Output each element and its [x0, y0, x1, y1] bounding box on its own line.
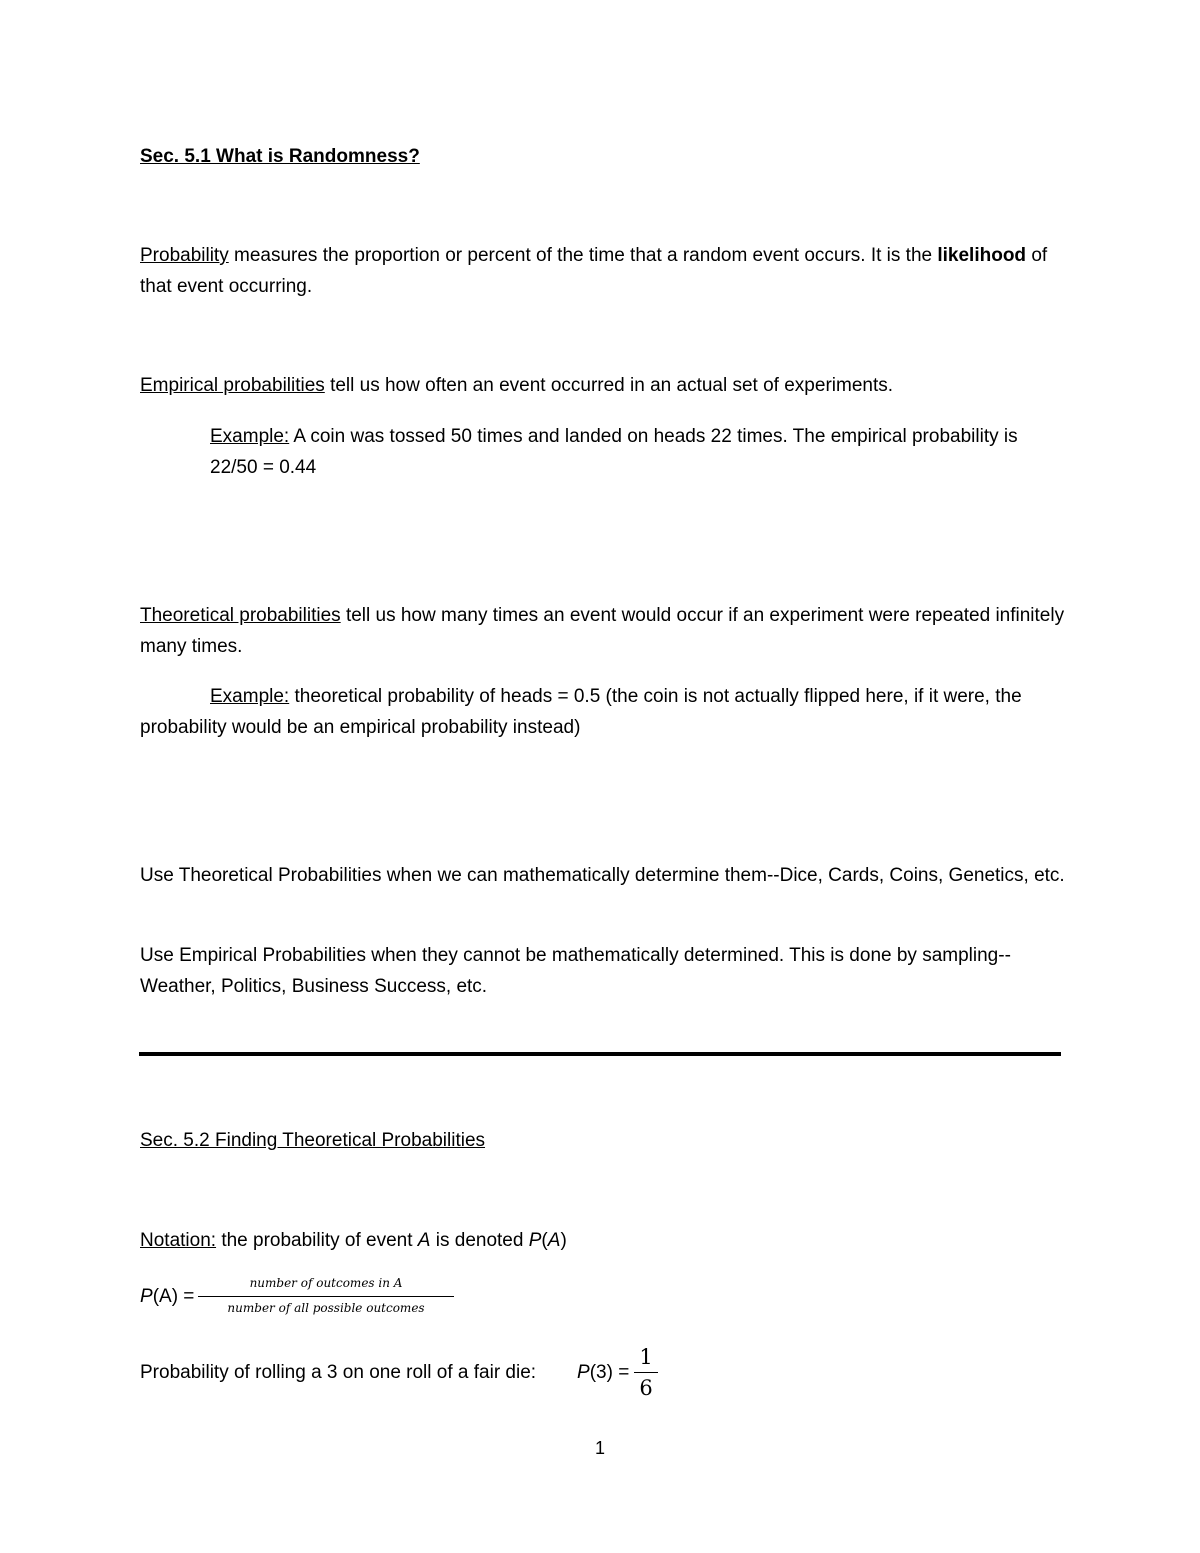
- term-probability: Probability: [140, 245, 229, 266]
- term-empirical: Empirical probabilities: [140, 375, 325, 396]
- notation-line: [140, 1225, 1070, 1256]
- usage-text: Use Empirical Probabilities when they cannot be mathematically determined. This is done by sampling--Weather, Politics, Business Success, etc.: [140, 945, 1011, 997]
- fraction-numerator: 1: [639, 1345, 653, 1369]
- p-symbol: P: [577, 1362, 590, 1383]
- fraction-bar: [634, 1372, 658, 1373]
- example-label: Example:: [210, 686, 290, 707]
- empirical-example: [210, 421, 1070, 483]
- probability-definition: [140, 240, 1070, 302]
- paren: (: [541, 1230, 548, 1251]
- term-likelihood: likelihood: [937, 245, 1027, 266]
- usage-text: Use Theoretical Probabilities when we can mathematically determine them--Dice, Cards, Coins, Genetics, etc.: [140, 865, 1065, 886]
- formula-lhs: [140, 1281, 194, 1312]
- notation-label: Notation:: [140, 1230, 217, 1251]
- definition-text: measures the proportion or percent of the time that a random event occurs. It is the: [228, 245, 938, 266]
- die-lhs-text: (3) =: [589, 1362, 630, 1383]
- empirical-text: tell us how often an event occurred in an actual set of experiments.: [324, 375, 894, 396]
- die-fraction: [634, 1345, 658, 1400]
- fraction-denominator: 6: [639, 1376, 653, 1400]
- definition-text-end: of that event occurring.: [140, 245, 1048, 297]
- p-symbol: P: [140, 1286, 153, 1307]
- term-theoretical: Theoretical probabilities: [140, 605, 341, 626]
- section-divider: [139, 1052, 1061, 1056]
- formula-lhs-text: (A) =: [152, 1286, 195, 1307]
- notation-text: is denoted: [430, 1230, 529, 1251]
- fraction-denominator: number of all possible outcomes: [227, 1301, 425, 1315]
- section-heading-5-1: [140, 141, 1070, 172]
- paren: ): [560, 1230, 567, 1251]
- die-lhs: [577, 1357, 629, 1388]
- example-text: theoretical probability of heads = 0.5 (the coin is not actually flipped here, if it were, the probability would be an empirical probability instead): [140, 686, 1022, 738]
- p-symbol: P: [528, 1230, 542, 1251]
- die-example: [140, 1357, 630, 1388]
- example-text: A coin was tossed 50 times and landed on heads 22 times. The empirical probability is 22/50 = 0.44: [210, 426, 1018, 478]
- section-title: Sec. 5.2 Finding Theoretical Probabilities: [140, 1130, 486, 1151]
- empirical-definition: [140, 370, 1070, 401]
- example-label: Example:: [210, 426, 290, 447]
- usage-theoretical: [140, 860, 1070, 891]
- theoretical-text: tell us how many times an event would occur if an experiment were repeated infinitely many times.: [140, 605, 1065, 657]
- page-number: 1: [594, 1438, 605, 1458]
- theoretical-definition: [140, 600, 1070, 662]
- event-variable: A: [547, 1230, 561, 1251]
- event-variable: A: [417, 1230, 431, 1251]
- fraction-numerator: number of outcomes in A: [249, 1276, 403, 1290]
- section-heading-5-2: [140, 1125, 1070, 1156]
- usage-empirical: [140, 940, 1070, 1002]
- theoretical-example: [140, 681, 1070, 743]
- notation-text: the probability of event: [216, 1230, 418, 1251]
- die-text: Probability of rolling a 3 on one roll of a fair die:: [140, 1362, 537, 1383]
- section-title: Sec. 5.1 What is Randomness?: [140, 146, 420, 167]
- fraction-bar: [198, 1296, 454, 1297]
